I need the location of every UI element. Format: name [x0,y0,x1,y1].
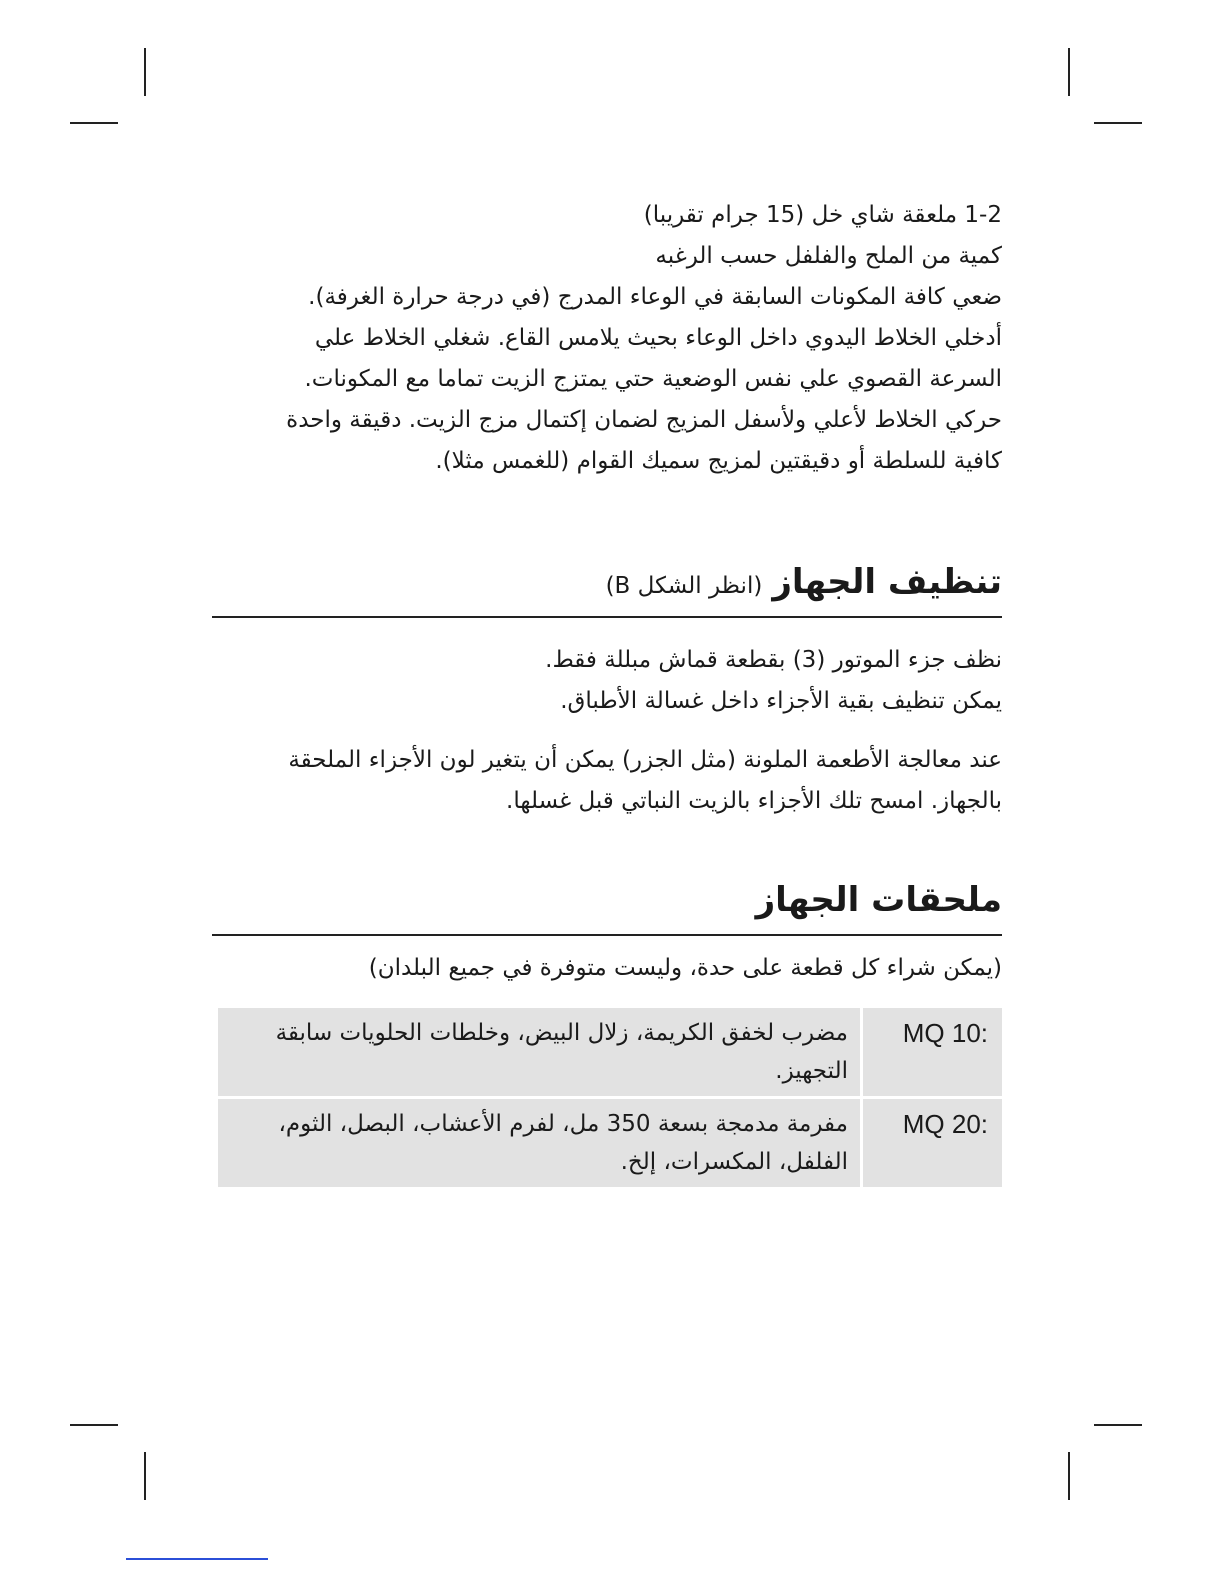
model-code: MQ 10: [863,1008,1002,1096]
intro-line: كافية للسلطة أو دقيقتين لمزيج سميك القوام (للغمس مثلا). [435,448,1002,474]
cleaning-line: بالجهاز. امسح تلك الأجزاء بالزيت النباتي قبل غسلها. [506,788,1002,814]
accessories-heading [212,880,1002,936]
page-content [212,195,1002,1190]
cleaning-paragraph-2 [212,740,1002,822]
table-row [218,1008,1002,1096]
intro-line: 1-2 ملعقة شاي خل (15 جرام تقريبا) [643,202,1002,228]
crop-mark-bottom-left-vertical [144,1452,146,1500]
accessories-table [215,1005,1005,1190]
cleaning-heading [212,562,1002,618]
crop-mark-bottom-left-horizontal [70,1424,118,1426]
crop-mark-top-left-vertical [144,48,146,96]
crop-mark-bottom-right-vertical [1068,1452,1070,1500]
cleaning-line: يمكن تنظيف بقية الأجزاء داخل غسالة الأطباق. [560,688,1002,714]
cleaning-subtitle: (انظر الشكل B) [605,573,763,599]
cleaning-paragraph-1 [212,640,1002,722]
intro-line: أدخلي الخلاط اليدوي داخل الوعاء بحيث يلامس القاع. شغلي الخلاط علي [314,325,1002,351]
crop-mark-top-right-horizontal [1094,122,1142,124]
model-description: مفرمة مدمجة بسعة 350 مل، لفرم الأعشاب، البصل، الثوم، الفلفل، المكسرات، إلخ. [218,1099,860,1187]
intro-paragraph [212,195,1002,482]
model-description: مضرب لخفق الكريمة، زلال البيض، وخلطات الحلويات سابقة التجهيز. [218,1008,860,1096]
intro-line: حركي الخلاط لأعلي ولأسفل المزيج لضمان إكتمال مزج الزيت. دقيقة واحدة [286,407,1002,433]
accessories-note: (يمكن شراء كل قطعة على حدة، وليست متوفرة في جميع البلدان) [368,955,1002,981]
intro-line: ضعي كافة المكونات السابقة في الوعاء المدرج (في درجة حرارة الغرفة). [308,284,1002,310]
cleaning-title: تنظيف الجهاز [772,562,1002,602]
cleaning-line: نظف جزء الموتور (3) بقطعة قماش مبللة فقط. [545,647,1002,673]
crop-mark-top-left-horizontal [70,122,118,124]
intro-line: السرعة القصوي علي نفس الوضعية حتي يمتزج الزيت تماما مع المكونات. [304,366,1002,392]
crop-mark-bottom-right-horizontal [1094,1424,1142,1426]
intro-line: كمية من الملح والفلفل حسب الرغبه [655,243,1002,269]
table-row [218,1099,1002,1187]
model-code: MQ 20: [863,1099,1002,1187]
crop-mark-top-right-vertical [1068,48,1070,96]
cleaning-line: عند معالجة الأطعمة الملونة (مثل الجزر) يمكن أن يتغير لون الأجزاء الملحقة [288,747,1002,773]
accessories-title: ملحقات الجهاز [755,880,1002,920]
footer-rule [126,1558,268,1560]
